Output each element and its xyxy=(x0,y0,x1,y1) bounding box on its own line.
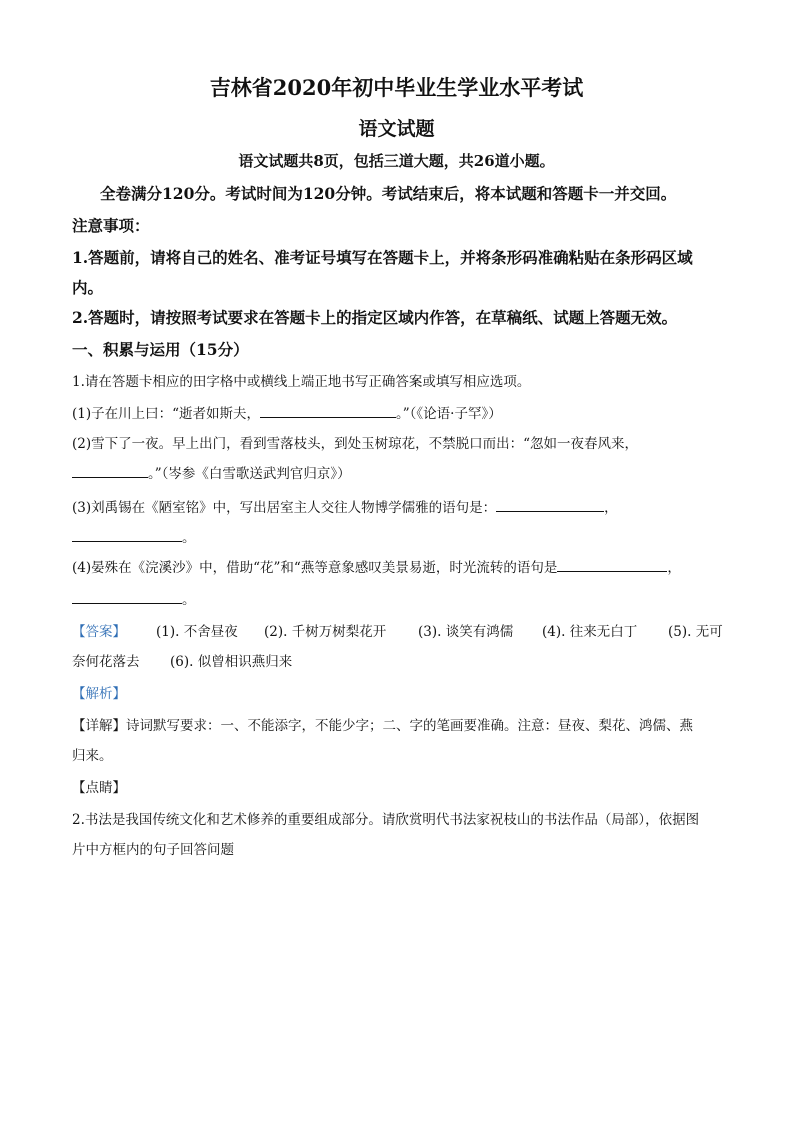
question-1-1 xyxy=(72,402,722,422)
notice-heading: 注意事项： xyxy=(72,216,150,235)
answer-row xyxy=(72,620,722,640)
answer-blank[interactable] xyxy=(72,463,148,478)
exam-summary: 语文试题共8页，包括三道大题，共26道小题。 xyxy=(238,152,555,170)
question-1-3 xyxy=(72,496,722,516)
answer-item-4: (4). 往来无白丁 xyxy=(542,624,638,640)
answer-item-1: (1). 不舍昼夜 xyxy=(156,624,238,640)
answer-blank[interactable] xyxy=(72,527,182,542)
question-1-2-source: 。”（岑参《白雪歌送武判官归京》） xyxy=(148,466,351,482)
question-1-4-end: 。 xyxy=(182,592,196,608)
question-1-4-cont xyxy=(72,588,722,608)
answer-blank[interactable] xyxy=(72,589,182,604)
question-1: 1.请在答题卡相应的田字格中或横线上端正地书写正确答案或填写相应选项。 xyxy=(72,374,531,390)
analysis-detail-cont: 归来。 xyxy=(72,748,113,764)
question-1-3-comma: ， xyxy=(604,500,618,516)
question-1-4-text: (4)晏殊在《浣溪沙》中，借助“花”和“燕等意象感叹美景易逝，时光流转的语句是 xyxy=(72,560,558,576)
analysis-label: 【解析】 xyxy=(72,686,126,702)
question-1-3-end: 。 xyxy=(182,530,196,546)
notice-item-1: 1.答题前，请将自己的姓名、准考证号填写在答题卡上，并将条形码准确粘贴在条形码区域 xyxy=(72,248,693,267)
answer-blank[interactable] xyxy=(260,403,396,418)
analysis-detail: 【详解】诗词默写要求：一、不能添字，不能少字；二、字的笔画要准确。注意：昼夜、梨花、鸿儒、燕 xyxy=(72,718,693,734)
question-1-3-cont xyxy=(72,526,722,546)
exam-subtitle: 语文试题 xyxy=(358,118,435,140)
analysis-comment: 【点睛】 xyxy=(72,780,126,796)
answer-item-5: (5). 无可 xyxy=(668,624,723,640)
question-1-1-text: (1)子在川上曰：“逝者如斯夫， xyxy=(72,406,261,422)
answer-item-2: (2). 千树万树梨花开 xyxy=(264,624,387,640)
question-2-cont: 片中方框内的句子回答问题 xyxy=(72,842,234,858)
answer-blank[interactable] xyxy=(557,557,667,572)
notice-item-1-cont: 内。 xyxy=(72,278,104,297)
question-2: 2.书法是我国传统文化和艺术修养的重要组成部分。请欣赏明代书法家祝枝山的书法作品（局部），依据图 xyxy=(72,812,700,828)
answer-item-3: (3). 谈笑有鸿儒 xyxy=(418,624,514,640)
section-1-heading: 一、积累与运用（15分） xyxy=(72,340,249,359)
exam-time-note: 全卷满分120分。考试时间为120分钟。考试结束后，将本试题和答题卡一并交回。 xyxy=(100,184,677,203)
answer-blank[interactable] xyxy=(496,497,604,512)
exam-title: 吉林省2020年初中毕业生学业水平考试 xyxy=(209,75,584,100)
answer-row-2 xyxy=(72,650,722,670)
answer-label: 【答案】 xyxy=(72,624,126,640)
question-1-4-comma: ， xyxy=(667,560,681,576)
question-1-4 xyxy=(72,556,722,576)
question-1-2-cont xyxy=(72,462,722,482)
question-1-1-source: 。”（《论语·子罕》） xyxy=(396,406,502,422)
answer-item-6: (6). 似曾相识燕归来 xyxy=(170,654,293,670)
notice-item-2: 2.答题时，请按照考试要求在答题卡上的指定区域内作答，在草稿纸、试题上答题无效。 xyxy=(72,308,678,327)
question-1-2: (2)雪下了一夜。早上出门，看到雪落枝头，到处玉树琼花，不禁脱口而出：“忽如一夜春风来， xyxy=(72,436,639,452)
answer-item-5-cont: 奈何花落去 xyxy=(72,654,140,670)
question-1-3-text: (3)刘禹锡在《陋室铭》中，写出居室主人交往人物博学儒雅的语句是： xyxy=(72,500,497,516)
